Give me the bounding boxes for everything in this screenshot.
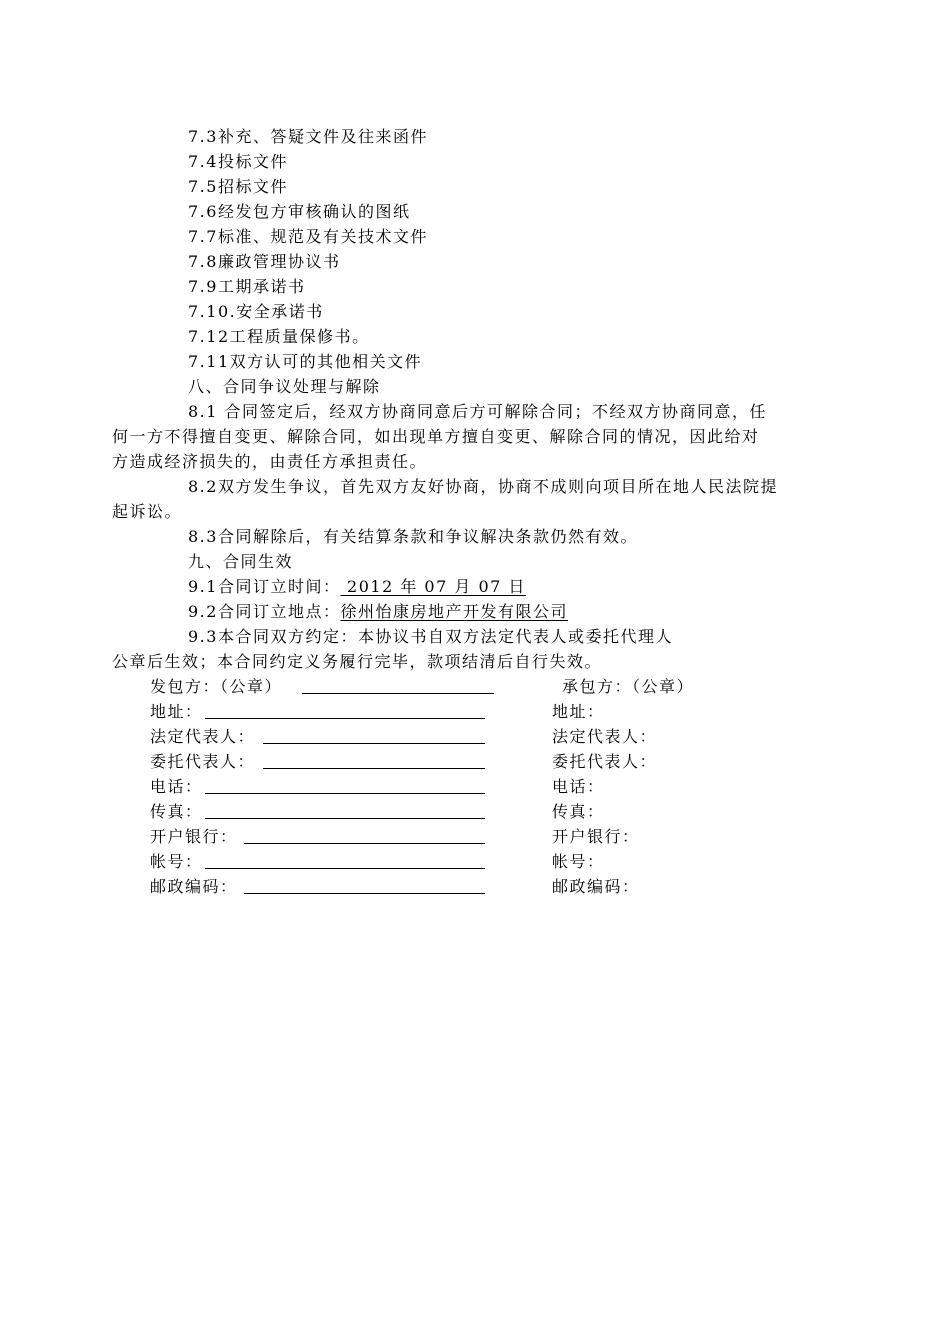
attachment-item: 7.6经发包方审核确认的图纸 bbox=[188, 202, 411, 221]
party-b-fax-label: 传真： bbox=[552, 802, 605, 821]
attachment-item: 7.11双方认可的其他相关文件 bbox=[188, 352, 423, 371]
party-a-legal-rep-label: 法定代表人： bbox=[150, 727, 256, 746]
party-b-address-label: 地址： bbox=[552, 702, 605, 721]
party-b-agent-label: 委托代表人： bbox=[552, 752, 658, 771]
party-a-seal-label: 发包方：（公章） bbox=[150, 677, 283, 696]
party-b-phone-label: 电话： bbox=[552, 777, 605, 796]
clause-9-2 bbox=[188, 602, 568, 622]
party-a-address-label: 地址： bbox=[150, 702, 203, 721]
party-a-postcode-line bbox=[244, 893, 485, 894]
attachment-item: 7.9工期承诺书 bbox=[188, 277, 306, 296]
party-b-postcode-label: 邮政编码： bbox=[552, 877, 640, 896]
party-a-seal-line bbox=[302, 693, 494, 694]
attachment-item: 7.3补充、答疑文件及往来函件 bbox=[188, 127, 428, 146]
attachment-item: 7.10.安全承诺书 bbox=[188, 302, 324, 321]
party-a-account-label: 帐号： bbox=[150, 852, 203, 871]
contract-time-value: 2012 年 07 月 07 日 bbox=[340, 577, 526, 596]
clause-9-1 bbox=[188, 577, 526, 597]
faded-seal-overlay bbox=[680, 620, 850, 646]
party-b-bank-label: 开户银行： bbox=[552, 827, 640, 846]
party-b-account-label: 帐号： bbox=[552, 852, 605, 871]
contract-time-label: 9.1合同订立时间： bbox=[188, 577, 341, 596]
clause-9-3-line-2: 公章后生效；本合同约定义务履行完毕，款项结清后自行失效。 bbox=[112, 652, 603, 671]
attachment-item: 7.7标准、规范及有关技术文件 bbox=[188, 227, 428, 246]
attachment-item: 7.5招标文件 bbox=[188, 177, 288, 196]
attachment-item: 7.8廉政管理协议书 bbox=[188, 252, 341, 271]
party-a-bank-label: 开户银行： bbox=[150, 827, 238, 846]
party-a-address-line bbox=[205, 718, 485, 719]
contract-place-label: 9.2合同订立地点： bbox=[188, 602, 341, 621]
clause-8-2-line-1: 8.2双方发生争议，首先双方友好协商，协商不成则向项目所在地人民法院提 bbox=[188, 477, 778, 496]
clause-8-2-line-2: 起诉讼。 bbox=[112, 502, 183, 521]
party-a-fax-label: 传真： bbox=[150, 802, 203, 821]
party-b-legal-rep-label: 法定代表人： bbox=[552, 727, 658, 746]
clause-8-3: 8.3合同解除后，有关结算条款和争议解决条款仍然有效。 bbox=[188, 527, 638, 546]
party-a-legal-rep-line bbox=[263, 743, 485, 744]
party-a-bank-line bbox=[244, 843, 485, 844]
clause-8-1-line-2: 何一方不得擅自变更、解除合同，如出现单方擅自变更、解除合同的情况，因此给对 bbox=[112, 427, 760, 446]
party-a-agent-line bbox=[263, 768, 485, 769]
section-9-heading: 九、合同生效 bbox=[188, 552, 294, 571]
contract-place-value: 徐州怡康房地产开发有限公司 bbox=[340, 602, 568, 621]
section-8-heading: 八、合同争议处理与解除 bbox=[188, 377, 381, 396]
clause-8-1-line-3: 方造成经济损失的，由责任方承担责任。 bbox=[112, 452, 428, 471]
party-a-postcode-label: 邮政编码： bbox=[150, 877, 238, 896]
clause-9-3-line-1: 9.3本合同双方约定：本协议书自双方法定代表人或委托代理人 bbox=[188, 627, 673, 646]
party-a-agent-label: 委托代表人： bbox=[150, 752, 256, 771]
party-a-phone-line bbox=[205, 793, 485, 794]
party-a-phone-label: 电话： bbox=[150, 777, 203, 796]
party-a-account-line bbox=[205, 868, 485, 869]
party-b-seal-label: 承包方：（公章） bbox=[562, 677, 695, 696]
party-a-fax-line bbox=[205, 818, 485, 819]
attachment-item: 7.12工程质量保修书。 bbox=[188, 327, 370, 346]
clause-8-1-line-1: 8.1 合同签定后，经双方协商同意后方可解除合同；不经双方协商同意，任 bbox=[188, 402, 768, 421]
attachment-item: 7.4投标文件 bbox=[188, 152, 288, 171]
